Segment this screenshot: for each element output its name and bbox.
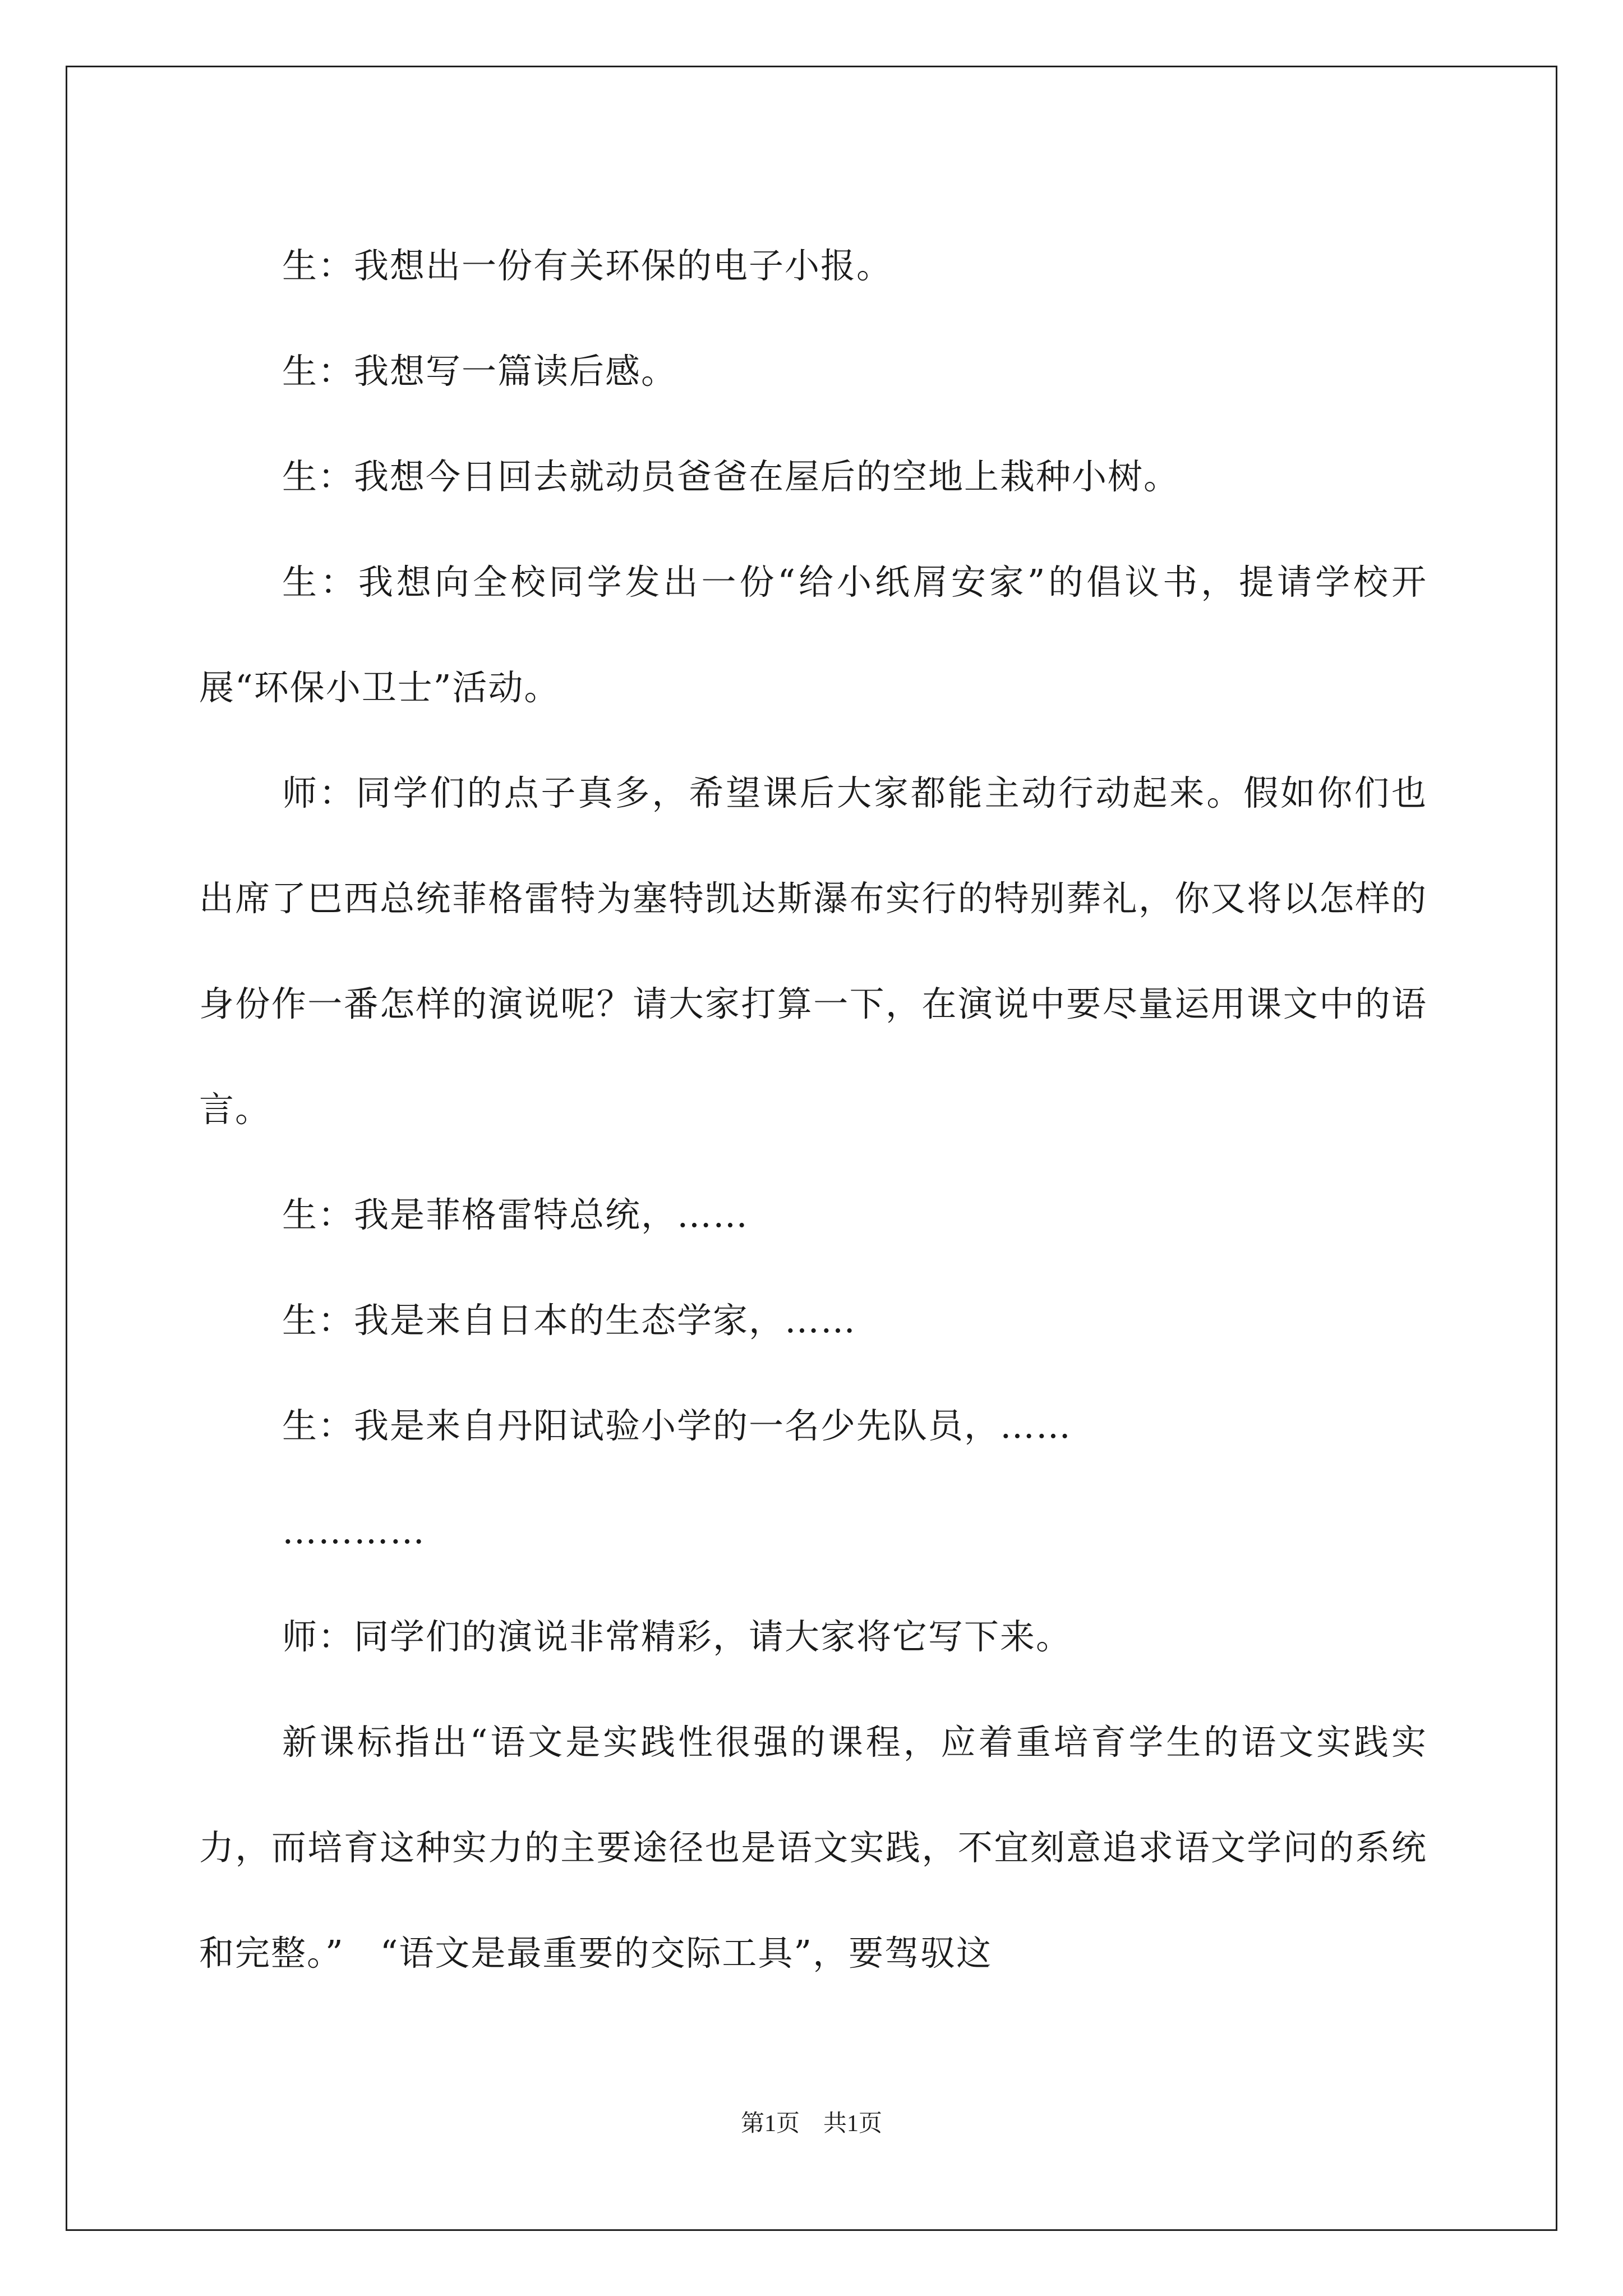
paragraph: 生：我想出一份有关环保的电子小报。 — [282, 245, 893, 286]
paragraph: 生：我是菲格雷特总统，…… — [282, 1194, 749, 1235]
paragraph: 新课标指出“语文是实践性很强的课程，应着重培育学生的语文实践实力，而培育这种实力的主要途径也是语文实践，不宜刻意追求语文学问的系统和完整。” “语文是最重要的交际工具”，要驾驭这 — [199, 1722, 1427, 1973]
paragraph: 生：我是来自丹阳试验小学的一名少先队员，…… — [282, 1405, 1072, 1446]
page-number-footer: 第1页 共1页 — [740, 2111, 882, 2137]
paragraph: 生：我想今日回去就动员爸爸在屋后的空地上栽种小树。 — [282, 456, 1180, 497]
paragraph: 师：同学们的演说非常精彩，请大家将它写下来。 — [282, 1616, 1072, 1657]
paragraph: 生：我想写一篇读后感。 — [282, 351, 677, 392]
paragraph: 生：我是来自日本的生态学家，…… — [282, 1300, 857, 1341]
document-body — [199, 213, 1427, 2006]
ellipsis-line: ………… — [282, 1511, 426, 1552]
paragraph: 师：同学们的点子真多，希望课后大家都能主动行动起来。假如你们也出席了巴西总统菲格雷特为塞特凯达斯瀑布实行的特别葬礼，你又将以怎样的身份作一番怎样的演说呢？请大家打算一下，在演说中要尽量运用课文中的语言。 — [199, 772, 1427, 1130]
paragraph: 生：我想向全校同学发出一份“给小纸屑安家”的倡议书，提请学校开展“环保小卫士”活动。 — [199, 562, 1427, 708]
